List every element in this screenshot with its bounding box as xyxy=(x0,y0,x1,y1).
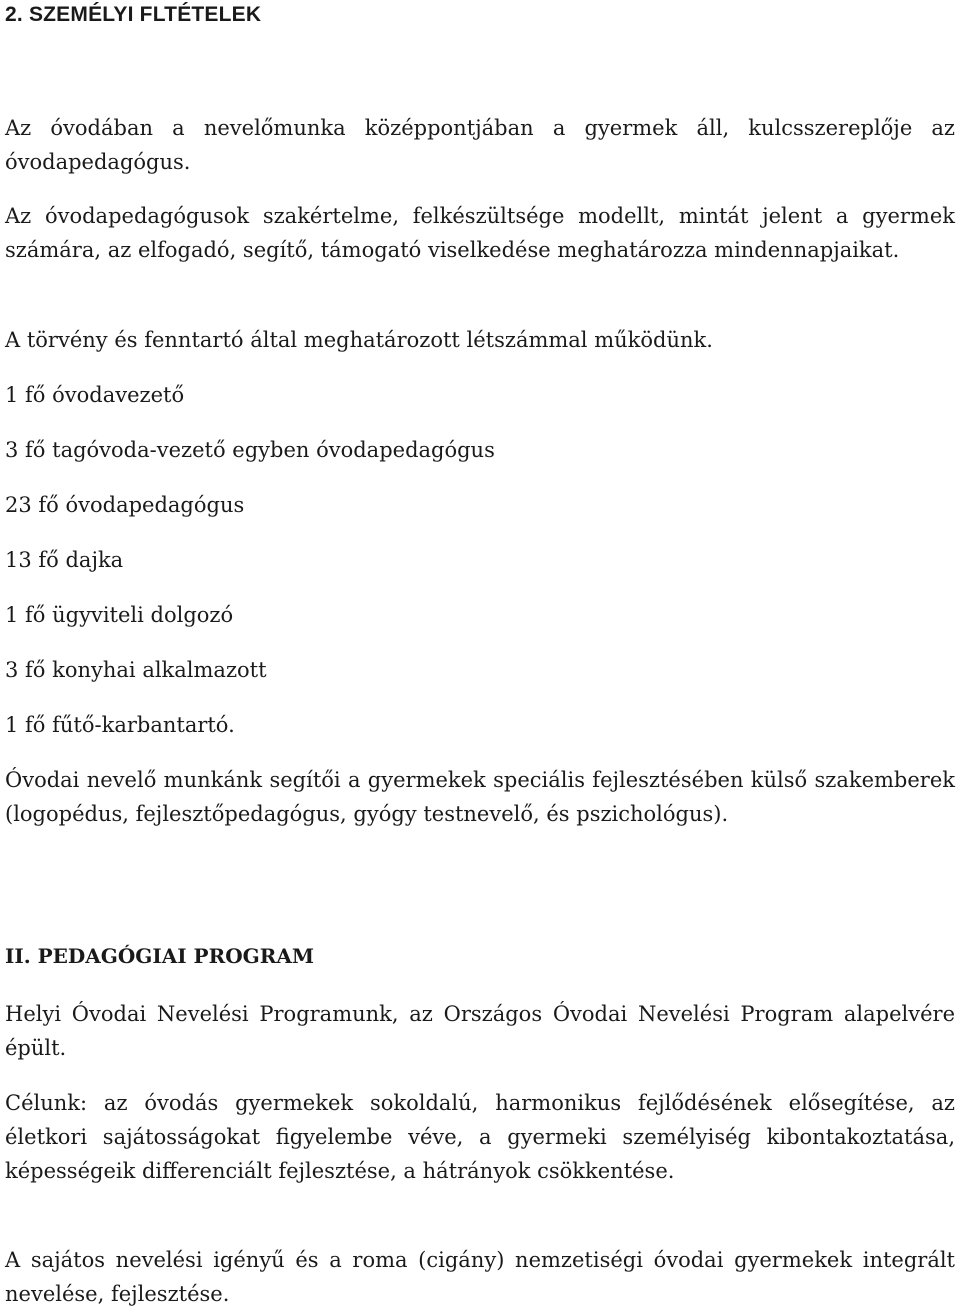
staff-list-item: 13 fő dajka xyxy=(5,548,124,572)
program-inclusion-paragraph: A sajátos nevelési igényű és a roma (cigány) nemzetiségi óvodai gyermekek integrált nevelése, fejlesztése. xyxy=(5,1248,955,1306)
staff-list-item: 3 fő tagóvoda-vezető egyben óvodapedagógus xyxy=(5,438,495,462)
expertise-paragraph: Az óvodapedagógusok szakértelme, felkészültsége modellt, mintát jelent a gyermek számára, az elfogadó, segítő, támogató viselkedése meghatározza mindennapjaikat. xyxy=(5,204,955,262)
intro-paragraph: Az óvodában a nevelőmunka középpontjában a gyermek áll, kulcsszereplője az óvodapedagógus. xyxy=(5,116,955,174)
staff-list-item: 3 fő konyhai alkalmazott xyxy=(5,658,267,682)
program-heading: II. PEDAGÓGIAI PROGRAM xyxy=(5,944,314,968)
staff-list-item: 1 fő fűtő-karbantartó. xyxy=(5,713,235,737)
staff-list-item: 1 fő ügyviteli dolgozó xyxy=(5,603,234,627)
headcount-paragraph: A törvény és fenntartó által meghatározott létszámmal működünk. xyxy=(5,328,713,352)
specialists-paragraph: Óvodai nevelő munkánk segítői a gyermekek speciális fejlesztésében külső szakemberek (logopédus, fejlesztőpedagógus, gyógy testnevelő, és pszichológus). xyxy=(5,768,955,826)
staff-list-item: 1 fő óvodavezető xyxy=(5,383,185,407)
staff-list-item: 23 fő óvodapedagógus xyxy=(5,493,245,517)
section-heading: 2. SZEMÉLYI FLTÉTELEK xyxy=(5,3,262,26)
program-basis-paragraph: Helyi Óvodai Nevelési Programunk, az Országos Óvodai Nevelési Program alapelvére épült. xyxy=(5,1002,955,1060)
program-goal-paragraph: Célunk: az óvodás gyermekek sokoldalú, harmonikus fejlődésének elősegítése, az életkori sajátosságokat figyelembe véve, a gyermeki személyiség kibontakoztatása, képességeik differenciált fejlesztése, a hátrányok csökkentése. xyxy=(5,1091,955,1183)
